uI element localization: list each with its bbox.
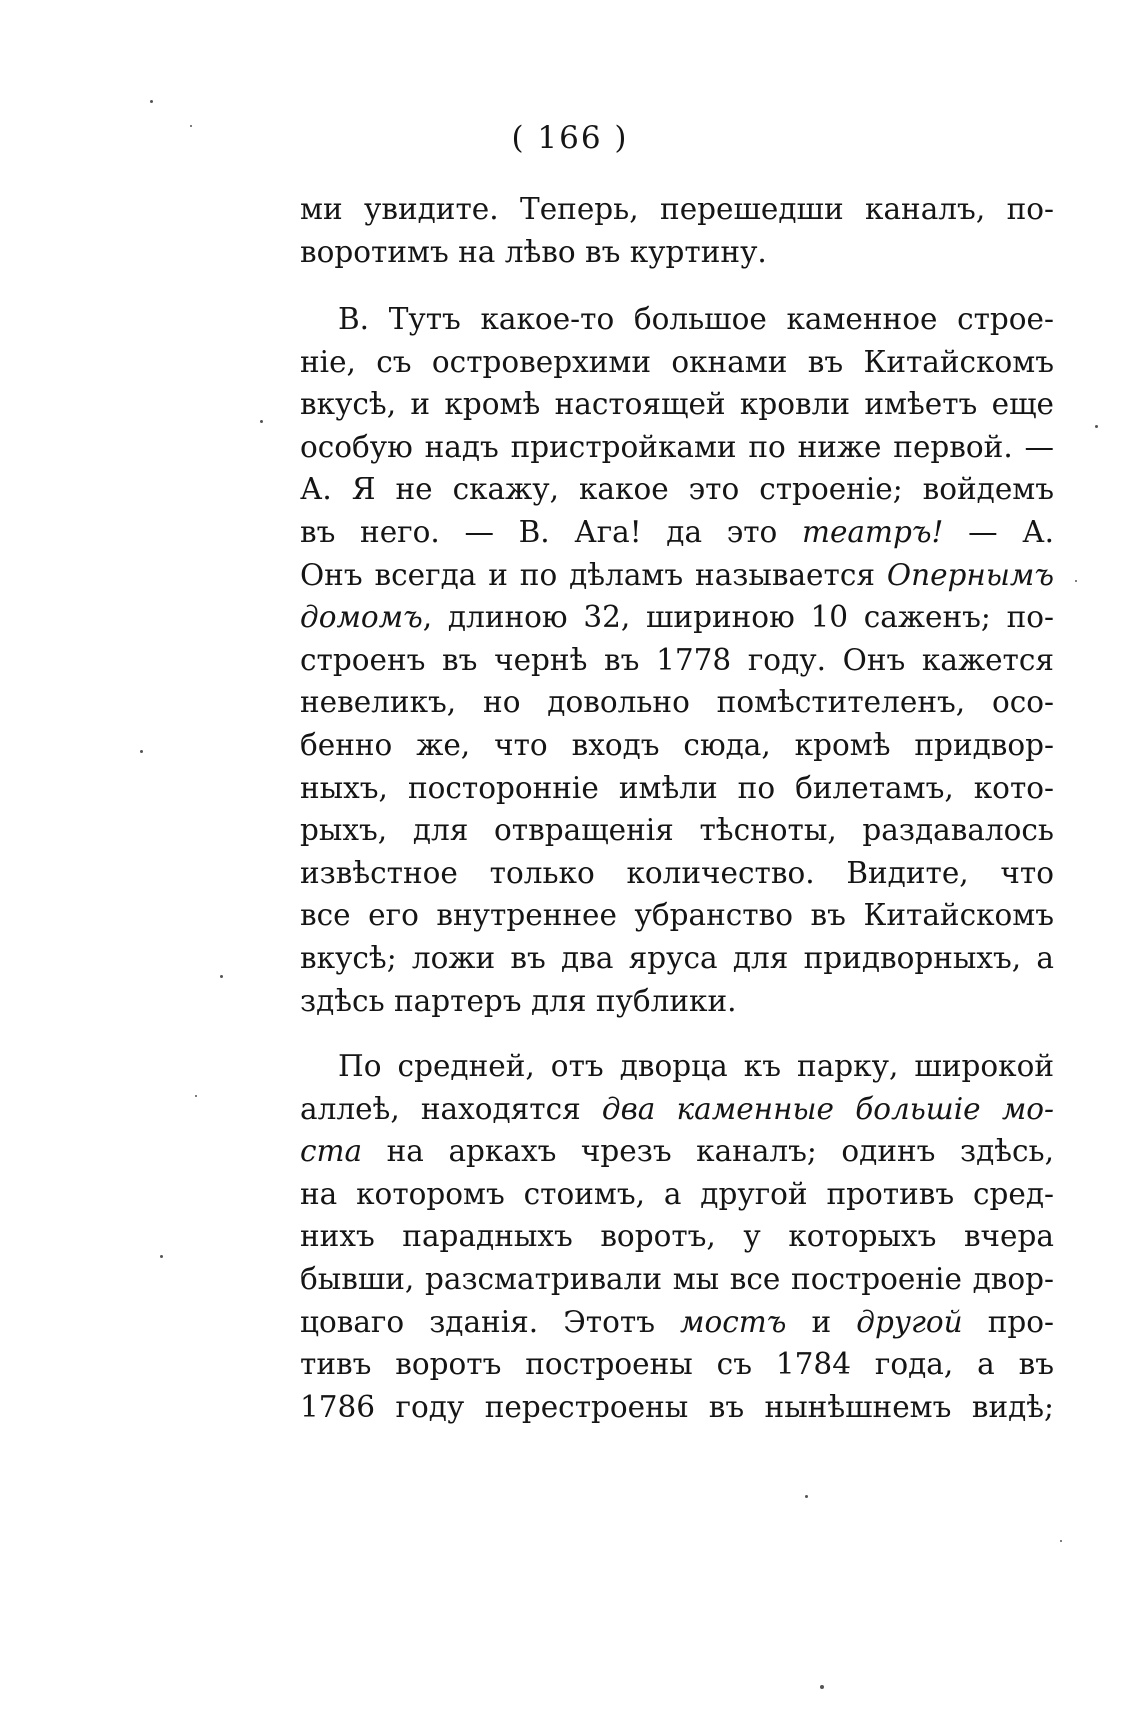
text-line: вкусѣ; ложи въ два яруса для придворныхъ, а xyxy=(300,940,1054,975)
text-line: ми увидите. Теперь, перешедши каналъ, по- xyxy=(300,192,1054,226)
text-line: невеликъ, но довольно помѣстителенъ, осо- xyxy=(300,685,1054,720)
text-line: домомъ, длиною 32, шириною 10 саженъ; по- xyxy=(300,600,1054,635)
italic-term: домомъ xyxy=(300,600,423,635)
text-line: А. Я не скажу, какое это строеніе; войдемъ xyxy=(300,472,1054,507)
italic-term: два каменные большіе мо- xyxy=(601,1091,1054,1126)
paragraph-bridges xyxy=(300,1045,1054,1428)
italic-term: Опернымъ xyxy=(886,557,1054,592)
text-line: ста на аркахъ чрезъ каналъ; одинъ здѣсь, xyxy=(300,1134,1054,1169)
scan-speck xyxy=(260,420,263,423)
italic-term: мостъ xyxy=(680,1304,787,1339)
text-line: все его внутреннее убранство въ Китайскомъ xyxy=(300,898,1054,933)
text-line: нихъ парадныхъ воротъ, у которыхъ вчера xyxy=(300,1219,1054,1254)
text-line: въ него. — В. Ага! да это театръ! — А. xyxy=(300,514,1054,549)
scan-speck xyxy=(805,1495,808,1498)
text-line: рыхъ, для отвращенія тѣсноты, раздавалось xyxy=(300,813,1054,848)
text-line: По средней, отъ дворца къ парку, широкой xyxy=(338,1049,1054,1083)
scan-speck xyxy=(220,975,223,978)
scan-speck xyxy=(140,750,143,753)
text-line: аллеѣ, находятся два каменные большіе мо- xyxy=(300,1091,1054,1126)
text-line: особую надъ пристройками по ниже первой. — xyxy=(300,429,1054,464)
scan-speck xyxy=(1060,1540,1062,1542)
text-line: бенно же, что входъ сюда, кромѣ придвор- xyxy=(300,727,1054,762)
italic-term: ста xyxy=(300,1134,363,1169)
scan-speck xyxy=(1075,580,1077,582)
text-line: здѣсь партеръ для публики. xyxy=(300,983,737,1018)
scan-speck xyxy=(820,1685,824,1689)
text-line: 1786 году перестроены въ нынѣшнемъ видѣ; xyxy=(300,1389,1054,1424)
italic-term: другой xyxy=(856,1304,963,1339)
text-line: В. Тутъ какое-то большое каменное строе- xyxy=(338,302,1054,336)
scan-speck xyxy=(160,1255,163,1258)
text-line: на которомъ стоимъ, а другой противъ сред- xyxy=(300,1176,1054,1211)
text-line: ныхъ, посторонніе имѣли по билетамъ, кото- xyxy=(300,770,1054,805)
scan-speck xyxy=(190,125,192,127)
text-line: тивъ воротъ построены съ 1784 года, а въ xyxy=(300,1347,1054,1382)
text-line: ніе, съ островерхими окнами въ Китайскомъ xyxy=(300,344,1054,379)
text-line: Онъ всегда и по дѣламъ называется Опернымъ xyxy=(300,557,1054,592)
text-line: воротимъ на лѣво въ куртину. xyxy=(300,234,767,269)
scan-speck xyxy=(195,1095,197,1097)
paragraph-continuation xyxy=(300,188,1054,273)
scan-speck xyxy=(1095,425,1098,428)
scan-speck xyxy=(150,100,153,103)
paragraph-theatre xyxy=(300,298,1054,1022)
page-number: ( 166 ) xyxy=(511,120,629,156)
text-line: цоваго зданія. Этотъ мостъ и другой про- xyxy=(300,1304,1054,1339)
text-line: бывши, разсматривали мы все построеніе двор- xyxy=(300,1261,1054,1296)
text-line: строенъ въ чернѣ въ 1778 году. Онъ кажется xyxy=(300,642,1054,677)
text-line: вкусѣ, и кромѣ настоящей кровли имѣетъ еще xyxy=(300,387,1054,422)
italic-term: театръ! xyxy=(802,514,944,549)
text-line: извѣстное только количество. Видите, что xyxy=(300,855,1054,890)
